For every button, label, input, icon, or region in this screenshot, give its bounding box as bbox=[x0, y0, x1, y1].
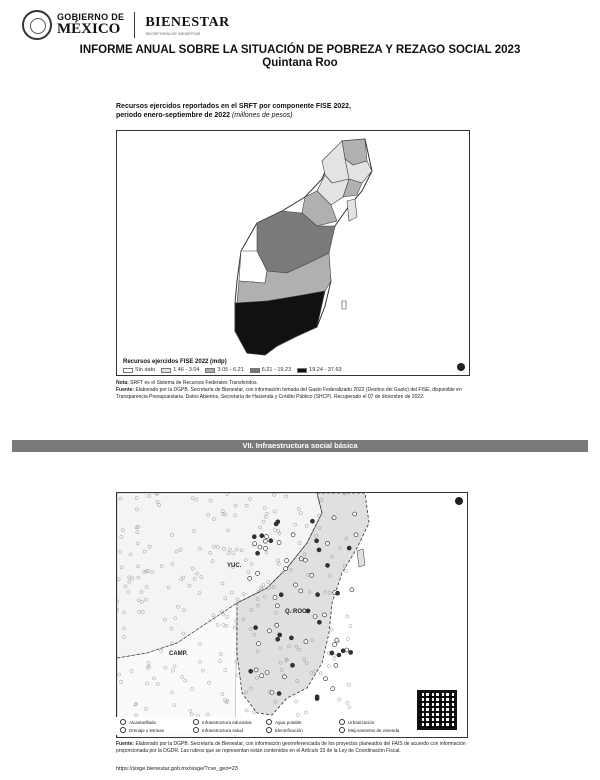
project-marker bbox=[254, 668, 258, 672]
legend-label: Urbanización bbox=[348, 719, 375, 725]
project-marker bbox=[291, 663, 295, 667]
project-marker bbox=[269, 539, 273, 543]
map1-title-units: (millones de pesos) bbox=[231, 112, 293, 119]
project-marker bbox=[341, 649, 345, 653]
project-marker bbox=[267, 629, 271, 633]
project-marker bbox=[299, 589, 303, 593]
project-marker bbox=[249, 669, 253, 673]
project-marker bbox=[258, 545, 262, 549]
project-marker bbox=[326, 563, 330, 567]
project-marker bbox=[333, 643, 337, 647]
project-marker bbox=[332, 516, 336, 520]
legend-swatch bbox=[205, 368, 215, 373]
project-marker bbox=[336, 591, 340, 595]
coat-of-arms-logo bbox=[22, 10, 52, 40]
project-marker bbox=[303, 558, 307, 562]
project-marker bbox=[315, 539, 319, 543]
header bbox=[22, 8, 230, 42]
project-marker bbox=[294, 583, 298, 587]
legend-item bbox=[339, 727, 412, 733]
marker-icon bbox=[339, 719, 345, 725]
legend-item bbox=[120, 719, 193, 725]
project-marker bbox=[337, 653, 341, 657]
project-marker bbox=[276, 520, 280, 524]
nota-text: SRFT es el Sistema de Recursos Federales Transferidos. bbox=[130, 380, 258, 386]
project-marker bbox=[346, 615, 349, 618]
project-marker bbox=[330, 628, 333, 631]
header-divider bbox=[134, 12, 135, 38]
title-line: INFORME ANUAL SOBRE LA SITUACIÓN DE POBREZA Y REZAGO SOCIAL 2023 bbox=[79, 44, 521, 56]
gob-line2: MÉXICO bbox=[57, 21, 121, 37]
project-marker bbox=[348, 706, 351, 709]
project-marker bbox=[317, 548, 321, 552]
project-marker bbox=[326, 541, 330, 545]
project-marker bbox=[345, 569, 348, 572]
project-marker bbox=[299, 557, 303, 561]
project-marker bbox=[245, 709, 248, 712]
quintana-roo-map-svg bbox=[117, 131, 471, 377]
project-marker bbox=[353, 512, 357, 516]
project-marker bbox=[335, 638, 339, 642]
project-marker bbox=[347, 683, 350, 686]
cozumel-island bbox=[357, 549, 365, 567]
legend-item bbox=[339, 719, 412, 725]
bienestar-title: BIENESTAR bbox=[145, 14, 230, 30]
map2-legend bbox=[116, 717, 416, 735]
project-marker bbox=[277, 692, 281, 696]
marker-icon bbox=[193, 719, 199, 725]
label-quintana-roo: Q. ROO bbox=[285, 609, 307, 615]
section-header: VII. Infraestructura social básica bbox=[12, 440, 588, 452]
project-marker bbox=[317, 620, 321, 624]
legend-label: 1.46 - 3.04 bbox=[173, 367, 200, 373]
choropleth-map bbox=[116, 130, 470, 376]
project-marker bbox=[273, 596, 277, 600]
cozumel-island bbox=[347, 199, 357, 221]
project-marker bbox=[252, 711, 255, 714]
project-marker bbox=[330, 651, 334, 655]
project-marker bbox=[279, 593, 283, 597]
legend-label: Alcantarillado bbox=[129, 719, 157, 725]
project-marker bbox=[252, 535, 256, 539]
project-marker bbox=[275, 604, 279, 608]
fuente-text: Elaborado por la DGPB. Secretaría de Bienestar, con información georreferenciada de los proyectos planeados del FAIS de acuerdo con información proporcionada por la DGDR. Las rubros que se representan están contenidos en el Artículo 33 de la Ley de Coordinación Fiscal. bbox=[116, 741, 466, 754]
project-marker bbox=[263, 539, 267, 543]
state-name: Quintana Roo bbox=[262, 57, 338, 69]
project-marker bbox=[237, 674, 240, 677]
project-marker bbox=[350, 588, 354, 592]
legend-label: Mejoramiento de vivienda bbox=[348, 727, 400, 733]
map1-title-line1: Recursos ejercidos reportados en el SRFT por componente FISE 2022, bbox=[116, 103, 351, 110]
banco-chinchorro bbox=[342, 301, 346, 309]
legend-label: 6.21 - 19.23 bbox=[261, 367, 292, 373]
project-marker bbox=[304, 640, 308, 644]
north-arrow-icon bbox=[457, 363, 465, 371]
legend-swatch bbox=[297, 368, 307, 373]
fuente-label: Fuente: bbox=[116, 387, 135, 393]
infrastructure-map-svg bbox=[117, 493, 468, 738]
map2-notes bbox=[116, 741, 476, 755]
project-marker bbox=[310, 573, 314, 577]
project-marker bbox=[333, 657, 336, 660]
source-url: https://sisge.bienestar.gob.mx/sisge/?cve_geo=23 bbox=[116, 766, 238, 772]
project-marker bbox=[331, 687, 335, 691]
document-title bbox=[0, 44, 600, 70]
legend-title: Recursos ejercidos FISE 2022 (mdp) bbox=[123, 359, 227, 365]
nota-label: Nota: bbox=[116, 380, 129, 386]
project-marker bbox=[278, 633, 282, 637]
map1-title bbox=[116, 102, 436, 120]
legend-label: Electrificación bbox=[275, 727, 303, 733]
legend-item bbox=[120, 727, 193, 733]
project-marker bbox=[253, 542, 257, 546]
legend-item bbox=[266, 727, 339, 733]
map1-legend bbox=[123, 359, 348, 373]
legend-label: Infraestructura educativa bbox=[202, 719, 252, 725]
project-marker bbox=[270, 691, 274, 695]
gob-line1: GOBIERNO DE bbox=[57, 12, 125, 22]
marker-icon bbox=[266, 727, 272, 733]
project-marker bbox=[260, 674, 264, 678]
legend-item bbox=[266, 719, 339, 725]
marker-icon bbox=[266, 719, 272, 725]
project-marker bbox=[323, 613, 327, 617]
project-marker bbox=[284, 567, 288, 571]
map1-title-line2: periodo enero-septiembre de 2022 bbox=[116, 112, 230, 119]
project-marker bbox=[285, 559, 289, 563]
project-marker bbox=[346, 701, 349, 704]
project-marker bbox=[291, 533, 295, 537]
project-marker bbox=[315, 695, 319, 699]
legend-swatch bbox=[161, 368, 171, 373]
gobierno-logo-text bbox=[57, 13, 124, 37]
project-marker bbox=[289, 636, 293, 640]
project-marker bbox=[319, 672, 322, 675]
fuente-text: Elaborado por la DGPB. Secretaría de Bienestar, con información tomada del Gasto Federalizado 2022 (Destino del Gasto) del FISE, disponible en Transparencia Presupuestaria. Datos Abiertos, Secretaría de Hacienda y Crédito Público (SHCP). Recuperado el 07 de diciembre de 2022. bbox=[116, 387, 462, 400]
fuente-label: Fuente: bbox=[116, 741, 135, 747]
map1-notes bbox=[116, 380, 476, 401]
project-marker bbox=[257, 642, 261, 646]
project-marker bbox=[334, 663, 338, 667]
legend-item bbox=[193, 727, 266, 733]
project-marker bbox=[310, 519, 314, 523]
project-marker bbox=[327, 665, 330, 668]
project-marker bbox=[354, 533, 358, 537]
project-marker bbox=[260, 534, 264, 538]
marker-icon bbox=[120, 727, 126, 733]
project-marker bbox=[277, 541, 281, 545]
project-marker bbox=[338, 698, 341, 701]
project-marker bbox=[263, 546, 267, 550]
north-arrow-icon bbox=[455, 497, 463, 505]
legend-swatch bbox=[123, 368, 133, 373]
label-yucatan: YUC. bbox=[227, 563, 242, 569]
project-marker bbox=[256, 551, 260, 555]
project-marker bbox=[295, 700, 298, 703]
marker-icon bbox=[339, 727, 345, 733]
legend-label: 3.05 - 6.21 bbox=[217, 367, 244, 373]
project-marker bbox=[265, 535, 269, 539]
legend-label: Agua potable bbox=[275, 719, 302, 725]
project-marker bbox=[349, 625, 352, 628]
legend-swatch bbox=[250, 368, 260, 373]
marker-icon bbox=[193, 727, 199, 733]
project-marker bbox=[276, 637, 280, 641]
legend-label: Drenaje y letrinas bbox=[129, 727, 165, 733]
project-marker bbox=[324, 677, 328, 681]
legend-item bbox=[193, 719, 266, 725]
project-marker bbox=[248, 576, 252, 580]
legend-label: 19.24 - 37.63 bbox=[309, 367, 342, 373]
project-marker bbox=[275, 623, 279, 627]
legend-label: Infraestructura salud bbox=[202, 727, 244, 733]
qr-code-icon bbox=[417, 690, 457, 730]
bienestar-subtitle: SECRETARÍA DE BIENESTAR bbox=[145, 30, 201, 36]
project-marker bbox=[313, 615, 317, 619]
project-marker bbox=[349, 650, 353, 654]
label-campeche: CAMP. bbox=[169, 651, 188, 657]
project-marker bbox=[304, 711, 307, 714]
project-marker bbox=[256, 571, 260, 575]
project-marker bbox=[347, 546, 351, 550]
project-marker bbox=[254, 626, 258, 630]
infrastructure-map bbox=[116, 492, 468, 738]
bienestar-logo bbox=[145, 15, 229, 36]
project-marker bbox=[282, 675, 286, 679]
project-marker bbox=[346, 638, 349, 641]
project-marker bbox=[265, 671, 269, 675]
project-marker bbox=[316, 593, 320, 597]
legend-label: Sin dato bbox=[135, 367, 156, 373]
marker-icon bbox=[120, 719, 126, 725]
legend-row bbox=[123, 367, 348, 373]
